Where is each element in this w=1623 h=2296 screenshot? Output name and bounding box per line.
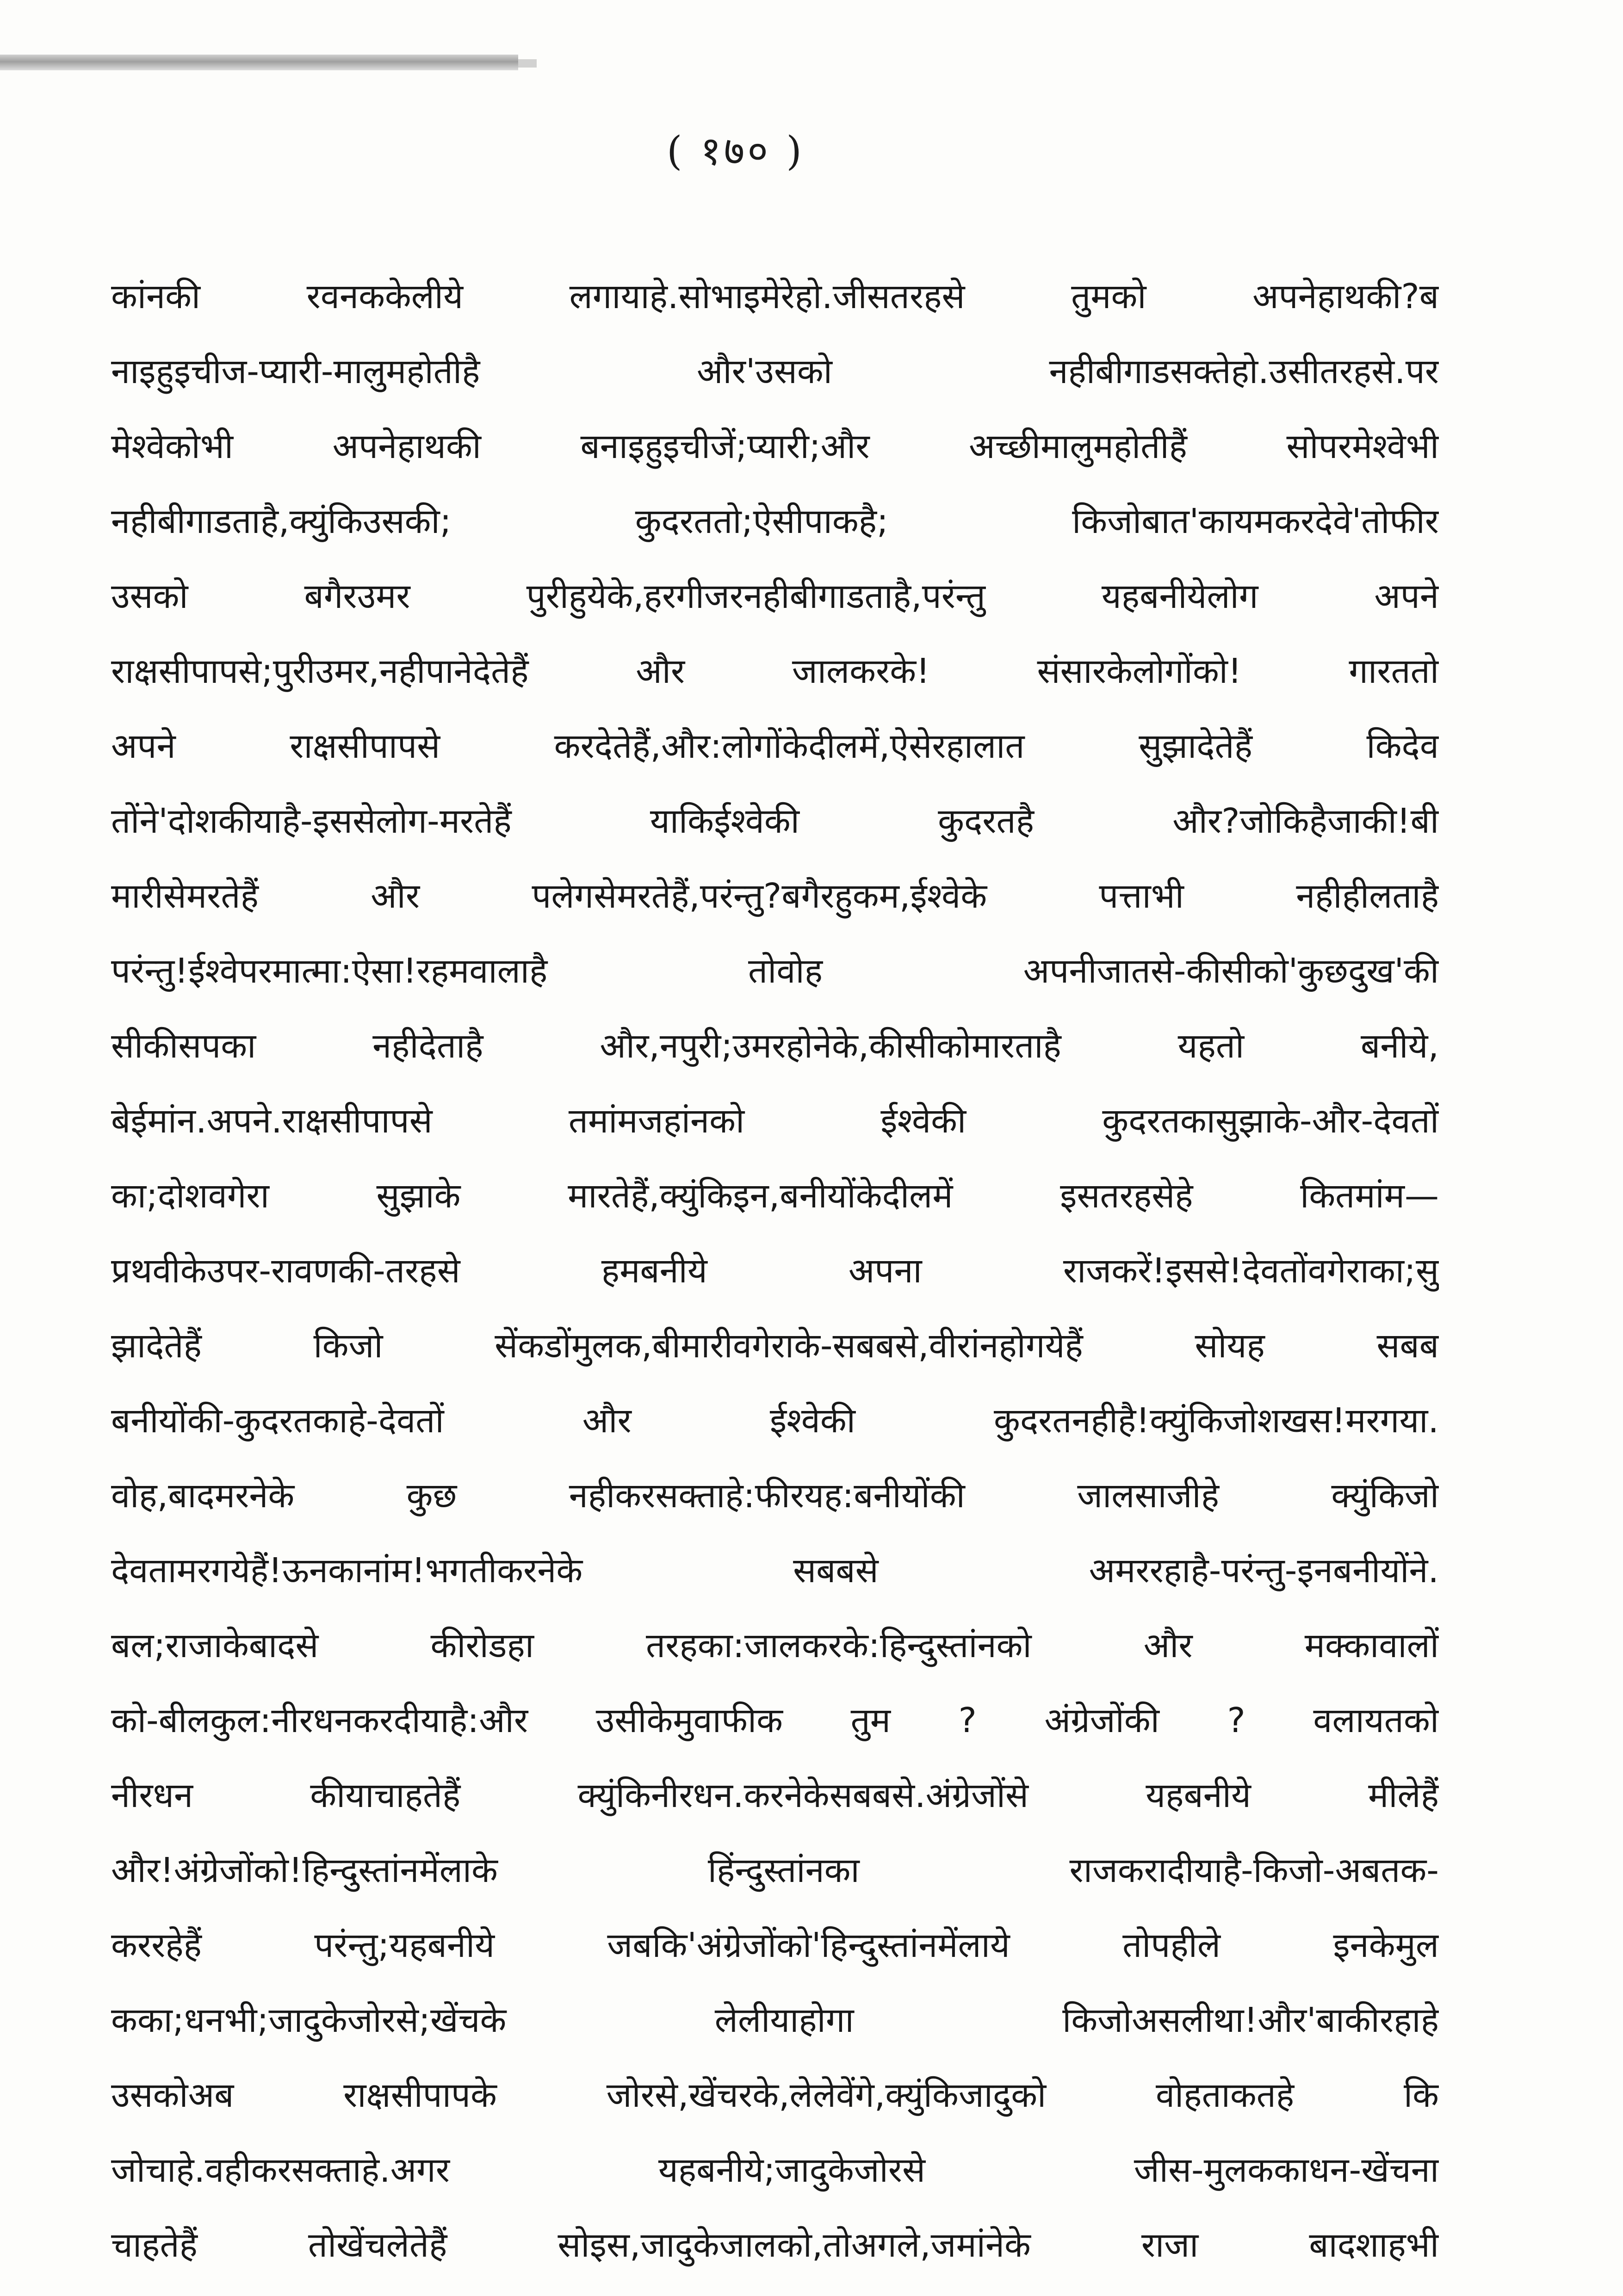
text-line: बनीयोंकी-कुदरतकाहे-देवतों और ईश्वेकी कुदरतनहीहै!क्युंकिजोशखस!मरगया. bbox=[111, 1401, 1439, 1441]
text-line: प्रथवीकेउपर-रावणकी-तरहसे हमबनीये अपना राजकरें!इससे!देवतोंवगेराका;सु bbox=[111, 1251, 1439, 1291]
text-line: वोह,बादमरनेके कुछ नहीकरसक्ताहे:फीरयह:बनीयोंकी जालसाजीहे क्युंकिजो bbox=[111, 1476, 1439, 1516]
text-line: राक्षसीपापसे;पुरीउमर,नहीपानेदेतेहैं और जालकरके! संसारकेलोगोंको! गारततो bbox=[111, 651, 1439, 691]
text-line: सीकीसपका नहीदेताहै और,नपुरी;उमरहोनेके,कीसीकोमारताहै यहतो बनीये, bbox=[111, 1026, 1439, 1066]
text-line: कका;धनभी;जादुकेजोरसे;खेंचके लेलीयाहोगा किजोअसलीथा!और'बाकीरहाहे bbox=[111, 2000, 1439, 2040]
page-number: ( १७० ) bbox=[667, 128, 805, 174]
text-line: देवतामरगयेहैं!ऊनकानांम!भगतीकरनेके सबबसे अमररहाहै-परंन्तु-इनबनीयोंने. bbox=[111, 1551, 1439, 1590]
text-line: को-बीलकुल:नीरधनकरदीयाहै:और उसीकेमुवाफीक तुम ? अंग्रेजोंकी ? वलायतको bbox=[111, 1701, 1439, 1740]
text-line: नीरधन कीयाचाहतेहैं क्युंकिनीरधन.करनेकेसबबसे.अंग्रेजोंसे यहबनीये मीलेहैं bbox=[111, 1776, 1439, 1815]
scan-edge-mark-tail bbox=[518, 59, 537, 68]
text-line bbox=[111, 2283, 1439, 2296]
text-line: तोंने'दोशकीयाहै-इससेलोग-मरतेहैं याकिईश्वेकी कुदरतहै और?जोकिहैजाकी!बी bbox=[111, 801, 1439, 841]
scan-edge-mark bbox=[0, 55, 518, 70]
text-line: जोचाहे.वहीकरसक्ताहे.अगर यहबनीये;जादुकेजोरसे जीस-मुलककाधन-खेंचना bbox=[111, 2150, 1439, 2190]
text-line: मारीसेमरतेहैं और पलेगसेमरतेहैं,परंन्तु?बगैरहुकम,ईश्वेके पत्ताभी नहीहीलताहै bbox=[111, 876, 1439, 916]
text-line: नहीबीगाडताहै,क्युंकिउसकी; कुदरततो;ऐसीपाकहै; किजोबात'कायमकरदेवे'तोफीर bbox=[111, 501, 1439, 541]
text-line: अपने राक्षसीपापसे करदेतेहैं,और:लोगोंकेदीलमें,ऐसेरहालात सुझादेतेहैं किदेव bbox=[111, 726, 1439, 766]
text-line: झादेतेहैं किजो सेंकडोंमुलक,बीमारीवगेराके-सबबसे,वीरांनहोगयेहैं सोयह सबब bbox=[111, 1326, 1439, 1366]
text-line: बल;राजाकेबादसे कीरोडहा तरहका:जालकरके:हिन्दुस्तांनको और मक्कावालों bbox=[111, 1626, 1439, 1665]
text-line: चाहतेहैं तोखेंचलेतेहैं सोइस,जादुकेजालको,तोअगले,जमांनेके राजा बादशाहभी bbox=[111, 2225, 1439, 2265]
text-line: कांनकी रवनककेलीये लगायाहे.सोभाइमेरेहो.जीसतरहसे तुमको अपनेहाथकी?ब bbox=[111, 277, 1439, 316]
text-line: मेश्वेकोभी अपनेहाथकी बनाइहुइचीजें;प्यारी;और अच्छीमालुमहोतीहैं सोपरमेश्वेभी bbox=[111, 427, 1439, 466]
text-line: नाइहुइचीज-प्यारी-मालुमहोतीहै और'उसको नहीबीगाडसक्तेहो.उसीतरहसे.पर bbox=[111, 352, 1439, 391]
text-line: बेईमांन.अपने.राक्षसीपापसे तमांमजहांनको ईश्वेकी कुदरतकासुझाके-और-देवतों bbox=[111, 1101, 1439, 1141]
text-line: उसको बगैरउमर पुरीहुयेके,हरगीजरनहीबीगाडताहै,परंन्तु यहबनीयेलोग अपने bbox=[111, 576, 1439, 616]
body-text bbox=[111, 259, 1439, 2296]
text-line: कररहेहैं परंन्तु;यहबनीये जबकि'अंग्रेजोंको'हिन्दुस्तांनमेंलाये तोपहीले इनकेमुल bbox=[111, 1925, 1439, 1965]
text-line: उसकोअब राक्षसीपापके जोरसे,खेंचरके,लेलेवेंगे,क्युंकिजादुको वोहताकतहे कि bbox=[111, 2075, 1439, 2115]
text-line: और!अंग्रेजोंको!हिन्दुस्तांनमेंलाके हिंन्दुस्तांनका राजकरादीयाहै-किजो-अबतक- bbox=[111, 1850, 1439, 1890]
text-line: का;दोशवगेरा सुझाके मारतेहैं,क्युंकिइन,बनीयोंकेदीलमें इसतरहसेहे कितमांम— bbox=[111, 1176, 1439, 1216]
text-line: परंन्तु!ईश्वेपरमात्मा:ऐसा!रहमवालाहै तोवोह अपनीजातसे-कीसीको'कुछदुख'की bbox=[111, 951, 1439, 991]
